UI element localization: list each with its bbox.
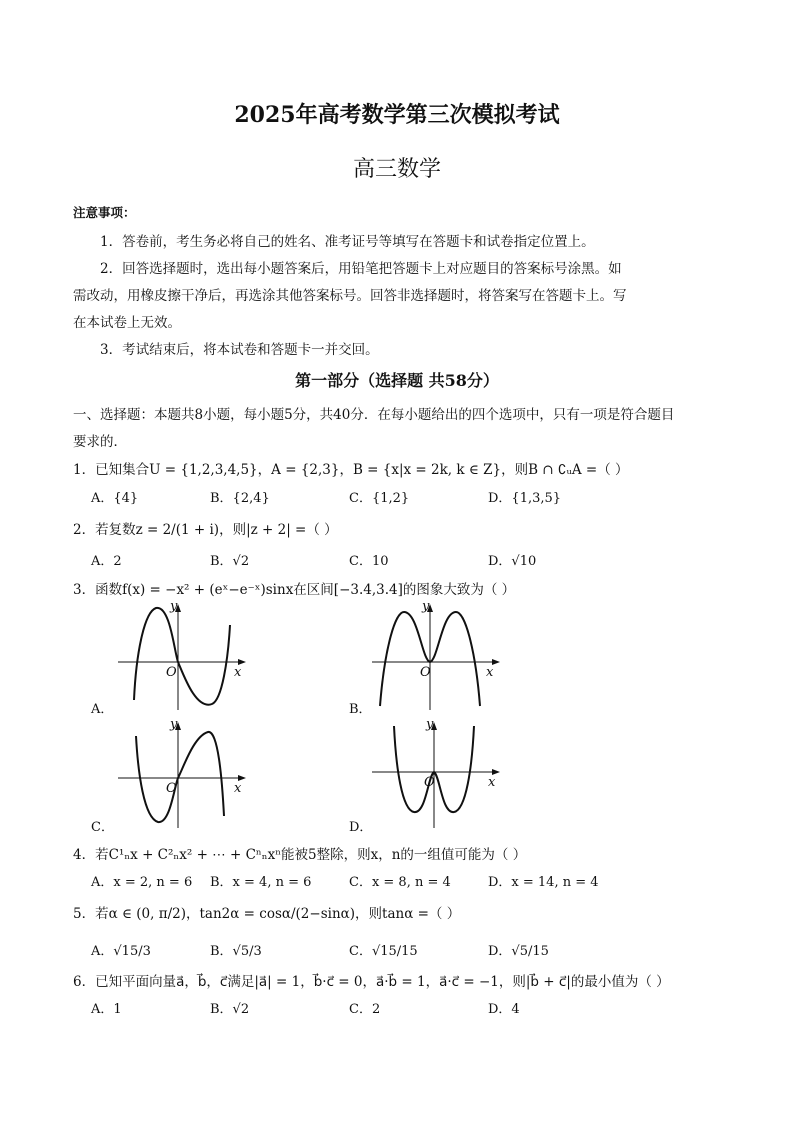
- svg-text:O: O: [166, 665, 177, 680]
- svg-text:x: x: [234, 781, 242, 796]
- option-b: B．{2,4}: [210, 491, 270, 506]
- notice-label: 注意事项：: [73, 205, 136, 220]
- graph-d: [372, 718, 502, 828]
- option-d: D．4: [488, 1002, 520, 1017]
- option-c: C．: [91, 820, 114, 835]
- svg-text:y: y: [426, 717, 434, 732]
- option-c: C．x = 8, n = 4: [349, 875, 451, 890]
- question-stem: 4．若C¹ₙx + C²ₙx² + ⋯ + Cⁿₙxⁿ能被5整除，则x，n的一组值可能为（ ）: [73, 847, 527, 863]
- curve: [134, 608, 230, 705]
- option-d: D．√10: [488, 554, 537, 569]
- option-c: C．2: [349, 1002, 381, 1017]
- exam-title: 2025年高考数学第三次模拟考试: [234, 102, 560, 128]
- svg-text:y: y: [170, 717, 178, 732]
- option-a: A．: [91, 702, 114, 717]
- svg-text:y: y: [170, 599, 178, 614]
- option-a: A．1: [91, 1002, 122, 1017]
- notice-item: 在本试卷上无效。: [73, 315, 181, 331]
- part1-intro: 要求的．: [73, 434, 127, 450]
- question-stem: 1．已知集合U = {1,2,3,4,5}，A = {2,3}，B = {x|x = 2k, k ∈ Z}，则B ∩ ∁ᵤA =（ ）: [73, 462, 629, 478]
- option-b: B．: [349, 702, 372, 717]
- option-c: C．√15/15: [349, 944, 418, 959]
- svg-text:y: y: [422, 599, 430, 614]
- graph-b: [372, 600, 502, 710]
- svg-text:x: x: [234, 665, 242, 680]
- option-a: A．2: [91, 554, 122, 569]
- svg-text:x: x: [488, 775, 496, 790]
- option-b: B．√2: [210, 1002, 250, 1017]
- exam-subtitle: 高三数学: [352, 157, 441, 182]
- question-stem: 5．若α ∈ (0, π/2)，tan2α = cosα/(2−sinα)，则tanα =（ ）: [73, 906, 461, 922]
- svg-text:O: O: [166, 781, 177, 796]
- option-d: D．x = 14, n = 4: [488, 875, 599, 890]
- option-d: D．√5/15: [488, 944, 549, 959]
- part1-heading: 第一部分（选择题 共58分）: [295, 371, 499, 390]
- option-b: B．x = 4, n = 6: [210, 875, 312, 890]
- svg-text:O: O: [420, 665, 431, 680]
- svg-text:x: x: [486, 665, 494, 680]
- curve: [136, 732, 224, 822]
- option-b: B．√2: [210, 554, 250, 569]
- graph-a: [118, 600, 248, 710]
- option-d: D．: [349, 820, 373, 835]
- notice-item: 3．考试结束后，将本试卷和答题卡一并交回。: [100, 342, 379, 358]
- svg-text:O: O: [424, 775, 435, 790]
- option-a: A．{4}: [91, 491, 139, 506]
- question-stem: 2．若复数z = 2/(1 + i)，则|z + 2| =（ ）: [73, 522, 338, 538]
- option-c: C．10: [349, 554, 389, 569]
- notice-item: 需改动，用橡皮擦干净后，再选涂其他答案标号。回答非选择题时，将答案写在答题卡上。写: [73, 288, 627, 304]
- part1-intro: 一、选择题：本题共8小题，每小题5分，共40分．在每小题给出的四个选项中，只有一项是符合题目: [73, 407, 675, 423]
- option-b: B．√5/3: [210, 944, 262, 959]
- notice-item: 1．答卷前，考生务必将自己的姓名、准考证号等填写在答题卡和试卷指定位置上。: [100, 234, 595, 250]
- notice-item: 2．回答选择题时，选出每小题答案后，用铅笔把答题卡上对应题目的答案标号涂黑。如: [100, 261, 622, 277]
- question-stem: 6．已知平面向量a⃗，b⃗，c⃗满足|a⃗| = 1，b⃗·c⃗ = 0，a⃗·b⃗ = 1，a⃗·c⃗ = −1，则|b⃗ + c⃗|的最小值为（ ）: [73, 974, 670, 990]
- option-a: A．x = 2, n = 6: [91, 875, 193, 890]
- option-a: A．√15/3: [91, 944, 151, 959]
- graph-c: [118, 718, 248, 828]
- question-stem: 3．函数f(x) = −x² + (eˣ−e⁻ˣ)sinx在区间[−3.4,3.4]的图象大致为（ ）: [73, 582, 516, 598]
- option-d: D．{1,3,5}: [488, 491, 562, 506]
- option-c: C．{1,2}: [349, 491, 410, 506]
